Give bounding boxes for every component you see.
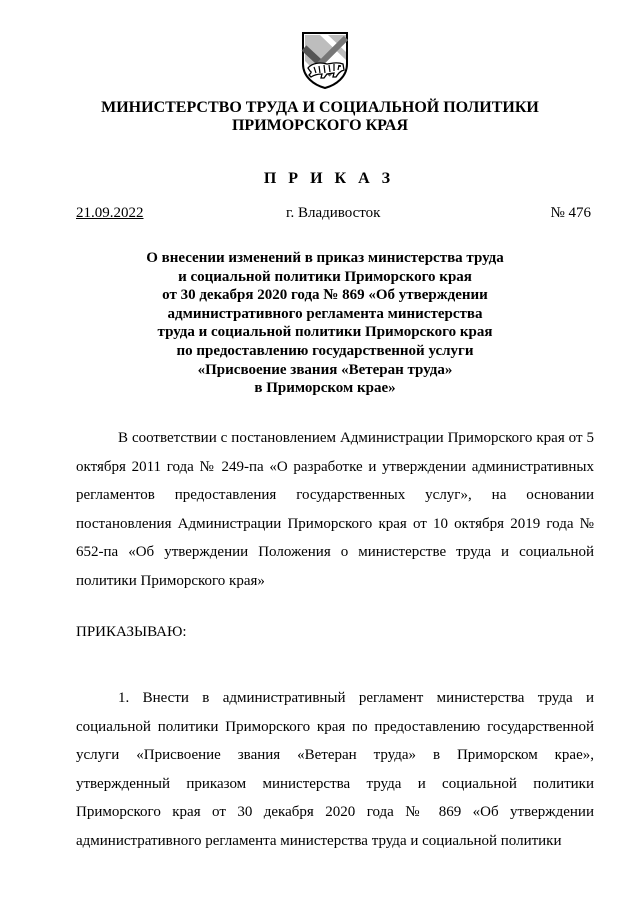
primorsky-coat-of-arms-icon bbox=[300, 30, 350, 90]
order-date: 21.09.2022 bbox=[76, 205, 144, 221]
order-number: № 476 bbox=[550, 205, 591, 221]
preamble-paragraph: В соответствии с постановлением Администрации Приморского края от 5 октября 2011 года № 249-па «О разработке и утверждении административных регламентов предоставления государственных услуг», на основании постановления Администрации Приморского края от 10 октября 2019 года № 652-па «Об утверждении Положения о министерстве труда и социальной политики Приморского края» bbox=[76, 430, 594, 589]
order-city: г. Владивосток bbox=[286, 205, 381, 221]
ministry-name-line-2: ПРИМОРСКОГО КРАЯ bbox=[231, 117, 409, 134]
order-subject bbox=[110, 249, 540, 398]
order-item-1-paragraph: 1. Внести в административный регламент министерства труда и социальной политики Приморского края по предоставлению государственной услуги «Присвоение звания «Ветеран труда» в Приморском крае», утвержденный приказом министерства труда и социальной политики Приморского края от 30 декабря 2020 года № 869 «Об утверждении административного регламента министерства труда и социальной политики bbox=[76, 690, 594, 849]
order-title: П Р И К А З bbox=[263, 170, 395, 187]
subject-line: О внесении изменений в приказ министерства труда bbox=[146, 250, 504, 266]
ministry-name bbox=[60, 99, 580, 135]
subject-line: «Присвоение звания «Ветеран труда» bbox=[197, 361, 453, 378]
subject-line: труда и социальной политики Приморского края bbox=[157, 324, 493, 341]
order-verb: ПРИКАЗЫВАЮ: bbox=[76, 624, 187, 640]
subject-line: от 30 декабря 2020 года № 869 «Об утверждении bbox=[162, 287, 488, 304]
subject-line: и социальной политики Приморского края bbox=[178, 268, 472, 285]
ministry-name-line-1: МИНИСТЕРСТВО ТРУДА И СОЦИАЛЬНОЙ ПОЛИТИКИ bbox=[101, 99, 539, 116]
subject-line: по предоставлению государственной услуги bbox=[176, 342, 474, 359]
subject-line: в Приморском крае» bbox=[254, 380, 396, 397]
subject-line: административного регламента министерства bbox=[167, 305, 483, 322]
